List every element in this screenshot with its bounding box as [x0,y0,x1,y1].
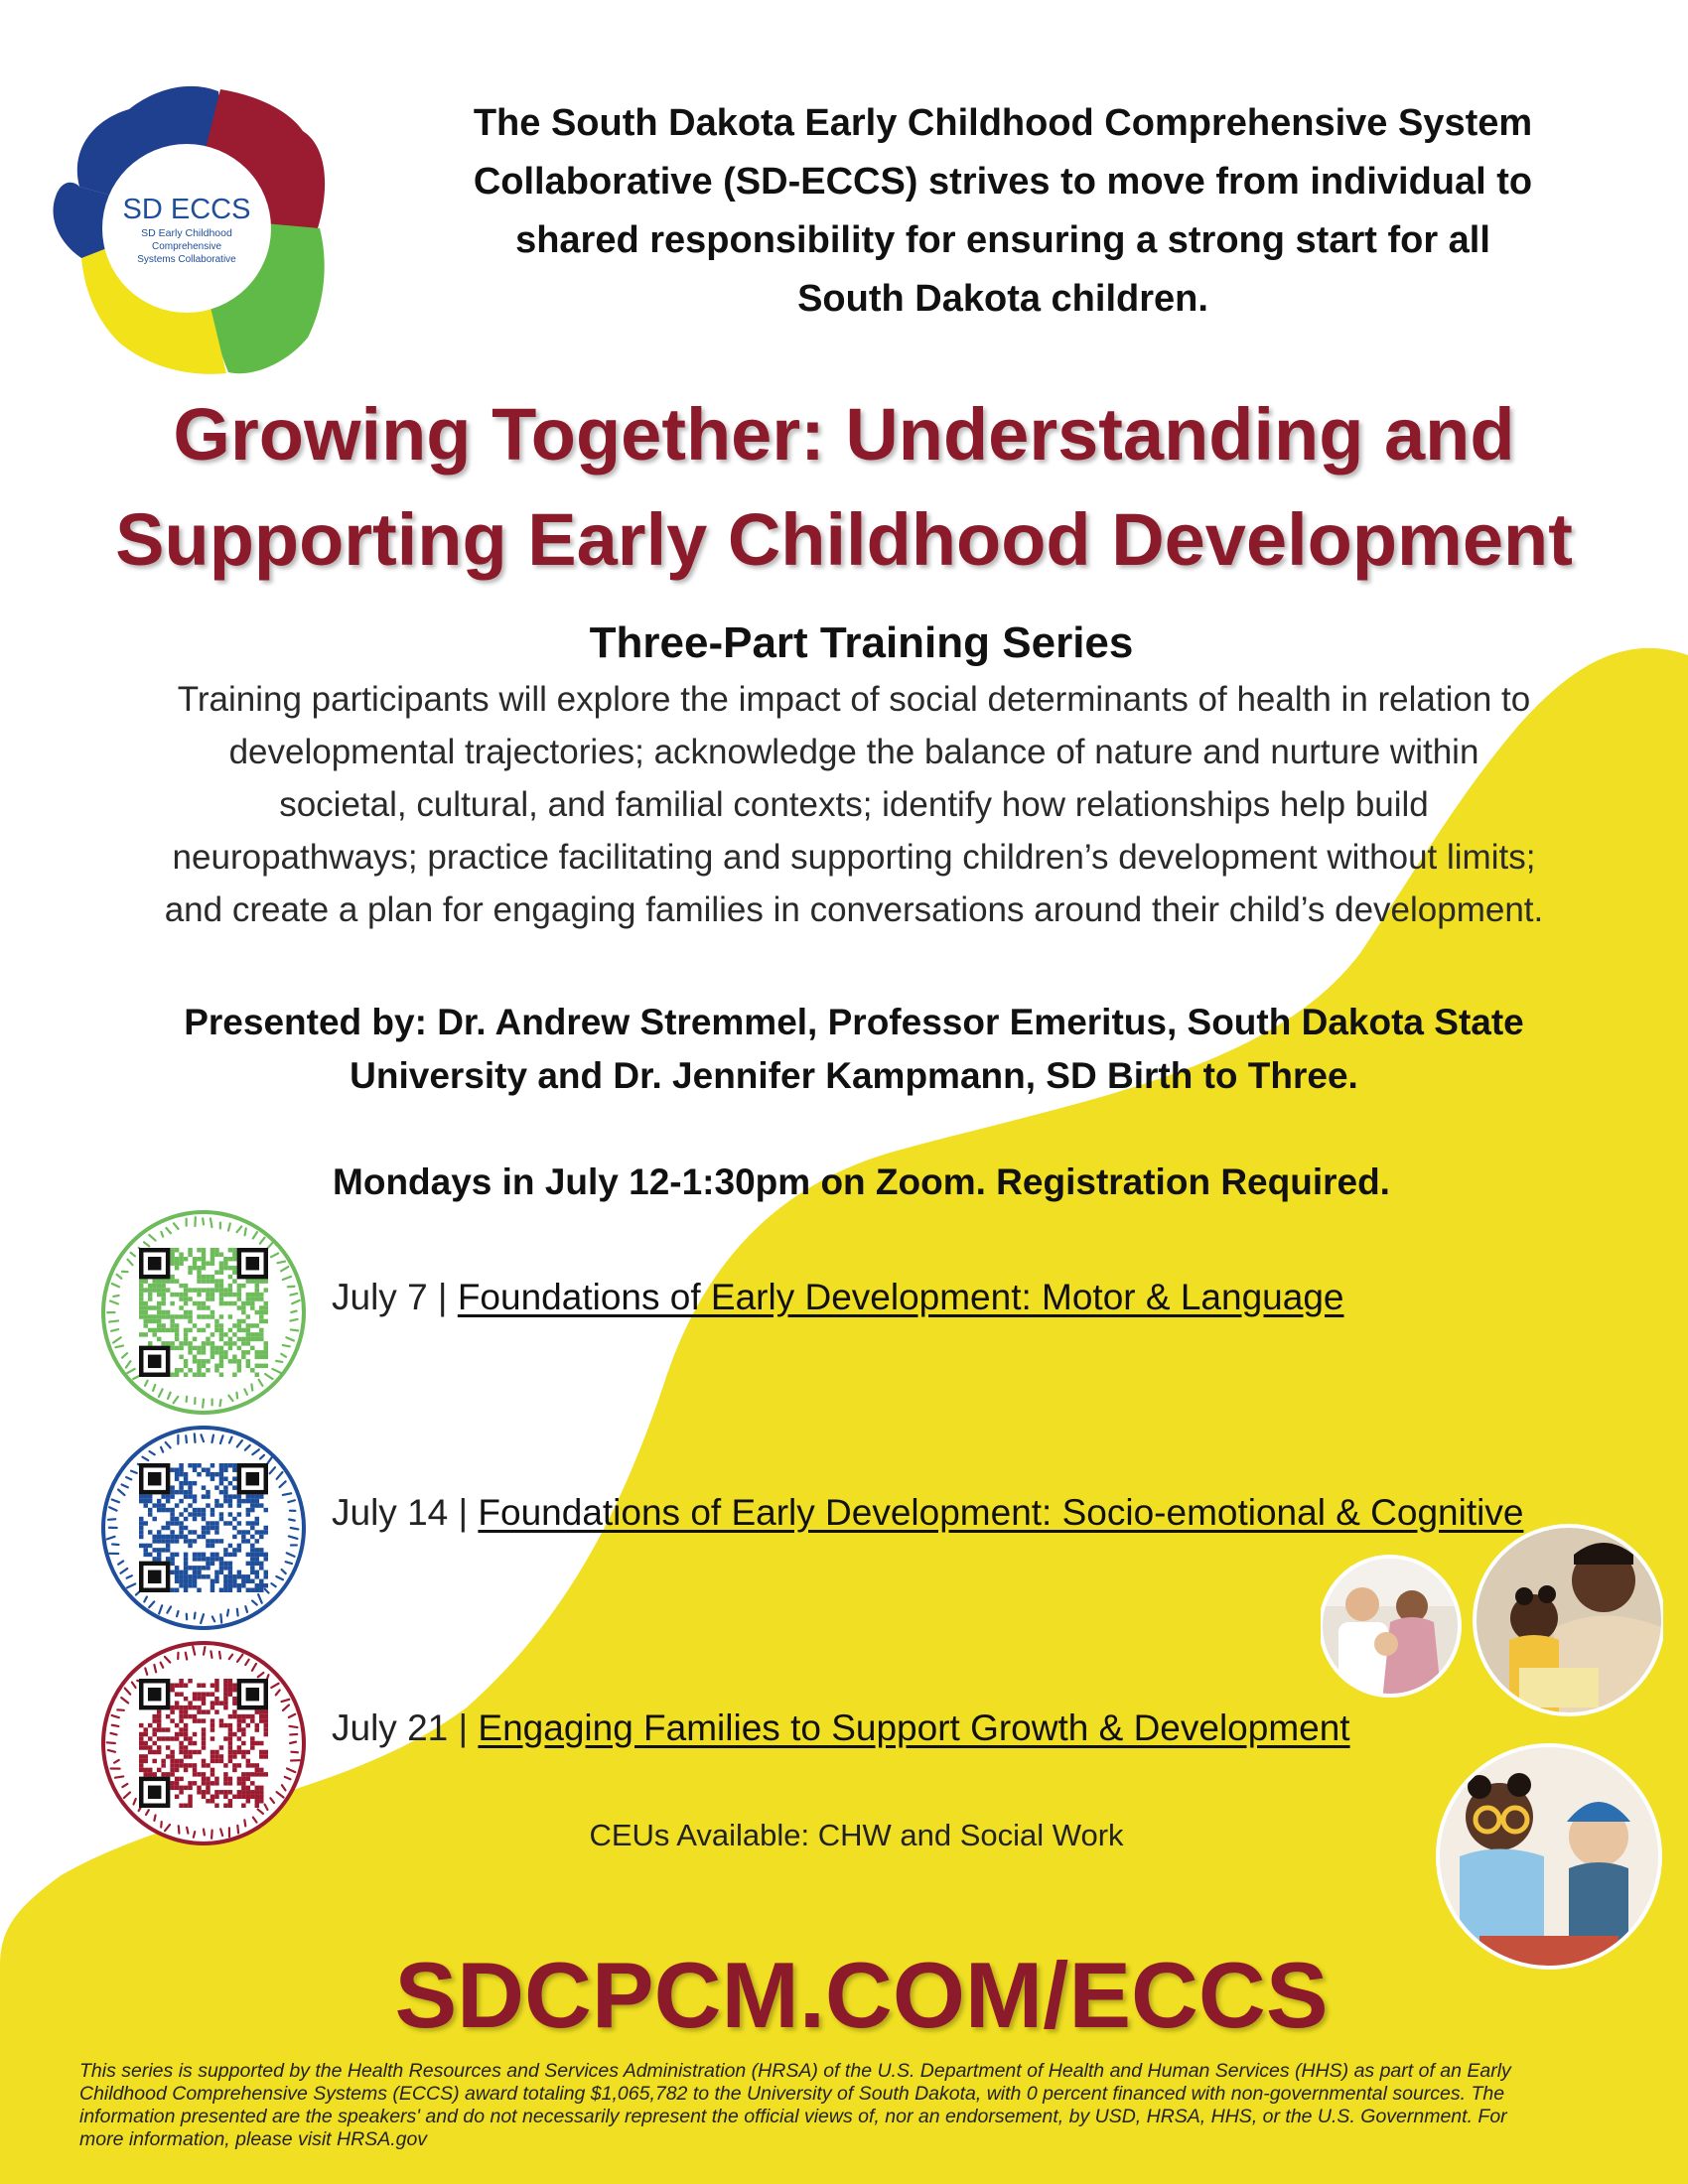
session-separator: | [448,1492,479,1533]
funding-line: Childhood Comprehensive Systems (ECCS) award totaling $1,065,782 to the University of South Dakota, with 0 percent financed with non-governmental sources. The [79,2083,1505,2105]
series-heading: Three-Part Training Series [589,618,1134,667]
description-line: and create a plan for engaging families in conversations around their child’s development. [164,890,1544,929]
presenter-line: University and Dr. Jennifer Kampmann, SD Birth to Three. [350,1055,1358,1096]
session-separator: | [427,1277,458,1317]
session-date: July 21 [332,1707,449,1748]
mission-statement [357,94,1648,329]
funding-disclaimer [79,2060,1628,2151]
title-line: Growing Together: Understanding and [173,393,1515,476]
funding-line: This series is supported by the Health Resources and Services Administration (HRSA) of the U.S. Department of Health and Human Services (HHS) as part of an Early [79,2060,1511,2082]
page-title [40,382,1648,593]
session-link-engaging-families[interactable]: Engaging Families to Support Growth & Development [478,1707,1350,1748]
photo-collage [1321,1519,1663,1976]
sd-eccs-logo [40,69,338,387]
mission-line: South Dakota children. [797,278,1208,320]
mission-line: shared responsibility for ensuring a strong start for all [515,219,1490,261]
funding-line: more information, please visit HRSA.gov [79,2128,428,2150]
session-link-motor-language[interactable]: Foundations of Early Development: Motor & Language [457,1277,1344,1317]
funding-line: information presented are the speakers' and do not necessarily represent the official views of, nor an endorsement, by USD, HRSA, HHS, or the U.S. Government. For [79,2106,1507,2127]
description-line: societal, cultural, and familial contexts; identify how relationships help build [279,785,1429,824]
schedule-info: Mondays in July 12-1:30pm on Zoom. Registration Required. [333,1161,1390,1202]
title-line: Supporting Early Childhood Development [115,498,1573,581]
session-july-7 [332,1273,1343,1322]
session-july-21 [332,1704,1350,1753]
description-line: developmental trajectories; acknowledge the balance of nature and nurture within [228,733,1479,771]
logo-subtitle-line-2: Comprehensive [151,241,222,252]
mission-line: The South Dakota Early Childhood Comprehensive System [473,102,1533,144]
presenters [60,996,1648,1103]
session-date: July 14 [332,1492,449,1533]
ceu-availability: CEUs Available: CHW and Social Work [589,1818,1124,1852]
description-line: Training participants will explore the impact of social determinants of health in relation to [177,680,1531,719]
session-separator: | [448,1707,479,1748]
website-url[interactable]: SDCPCM.COM/ECCS [394,1943,1329,2047]
logo-title: SD ECCS [122,194,251,225]
session-date: July 7 [332,1277,428,1317]
mission-line: Collaborative (SD-ECCS) strives to move from individual to [473,161,1533,203]
training-description [60,673,1648,936]
logo-subtitle-line-1: SD Early Childhood [141,227,232,239]
logo-subtitle-line-3: Systems Collaborative [137,254,236,265]
description-line: neuropathways; practice facilitating and supporting children’s development without limits; [172,838,1536,877]
qr-code-july-14[interactable] [99,1424,308,1632]
presenter-line: Presented by: Dr. Andrew Stremmel, Professor Emeritus, South Dakota State [184,1002,1524,1042]
session-link-socio-emotional-cognitive[interactable]: Foundations of Early Development: Socio-emotional & Cognitive [478,1492,1524,1533]
qr-code-july-21[interactable] [99,1639,308,1847]
qr-code-july-7[interactable] [99,1208,308,1417]
